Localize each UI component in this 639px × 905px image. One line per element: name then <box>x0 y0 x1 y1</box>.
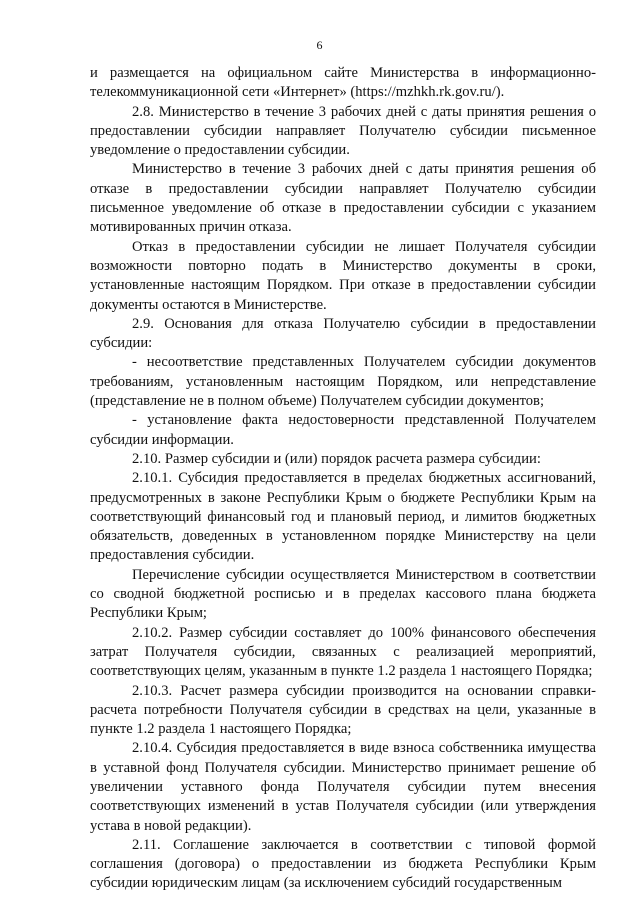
paragraph-2-10-2: 2.10.2. Размер субсидии составляет до 100% финансового обеспечения затрат Получателя субсидии, связанных с реализацией мероприятий, соответствующих целям, указанным в пункте 1.2 раздела 1 настоящего Порядка; <box>90 624 596 680</box>
paragraph-continuation: и размещается на официальном сайте Министерства в информационно-телекоммуникационной сети «Интернет» (https://mzhkh.rk.gov.ru/). <box>90 65 596 101</box>
paragraph-refusal-notice: Министерство в течение 3 рабочих дней с даты принятия решения об отказе в предоставлении субсидии направляет Получателю субсидии письменное уведомление об отказе в предоставлении субсидии с указанием мотивированных причин отказа. <box>90 161 596 236</box>
paragraph-refusal-reason-1: - несоответствие представленных Получателем субсидии документов требованиям, установленным настоящим Порядком, или непредставление (представление не в полном объеме) Получателем субсидии документов; <box>90 354 596 410</box>
paragraph-2-8: 2.8. Министерство в течение 3 рабочих дней с даты принятия решения о предоставлении субсидии направляет Получателю субсидии письменное уведомление о предоставлении субсидии. <box>90 103 596 159</box>
document-body <box>90 64 596 894</box>
page-number: 6 <box>316 38 323 52</box>
paragraph-2-11: 2.11. Соглашение заключается в соответствии с типовой формой соглашения (договора) о предоставлении из бюджета Республики Крым субсидии юридическим лицам (за исключением субсидий государственным <box>90 836 596 892</box>
paragraph-2-9: 2.9. Основания для отказа Получателю субсидии в предоставлении субсидии: <box>90 315 596 352</box>
paragraph-2-10-4: 2.10.4. Субсидия предоставляется в виде взноса собственника имущества в уставной фонд Получателя субсидии. Министерство принимает решение об увеличении уставного фонда Получателя субсидии путем внесения соответствующих изменений в устав Получателя субсидии (или утверждения устава в новой редакции). <box>90 740 596 834</box>
paragraph-transfer: Перечисление субсидии осуществляется Министерством в соответствии со сводной бюджетной росписью и в пределах кассового плана бюджета Республики Крым; <box>90 566 596 622</box>
paragraph-2-10: 2.10. Размер субсидии и (или) порядок расчета размера субсидии: <box>132 450 541 467</box>
paragraph-2-10-1: 2.10.1. Субсидия предоставляется в пределах бюджетных ассигнований, предусмотренных в законе Республики Крым о бюджете Республики Крым на соответствующий финансовый год и плановый период, и лимитов бюджетных обязательств, доведенных в установленном порядке Министерству на цели предоставления субсидии. <box>90 470 596 564</box>
paragraph-refusal-reason-2: - установление факта недостоверности представленной Получателем субсидии информации. <box>90 412 596 448</box>
paragraph-refusal-reapply: Отказ в предоставлении субсидии не лишает Получателя субсидии возможности повторно подать в Министерство документы в сроки, установленные настоящим Порядком. При отказе в предоставлении субсидии документы остаются в Министерстве. <box>90 238 596 313</box>
paragraph-2-10-3: 2.10.3. Расчет размера субсидии производится на основании справки-расчета потребности Получателя субсидии в средствах на цели, указанные в пункте 1.2 раздела 1 настоящего Порядка; <box>90 682 596 738</box>
